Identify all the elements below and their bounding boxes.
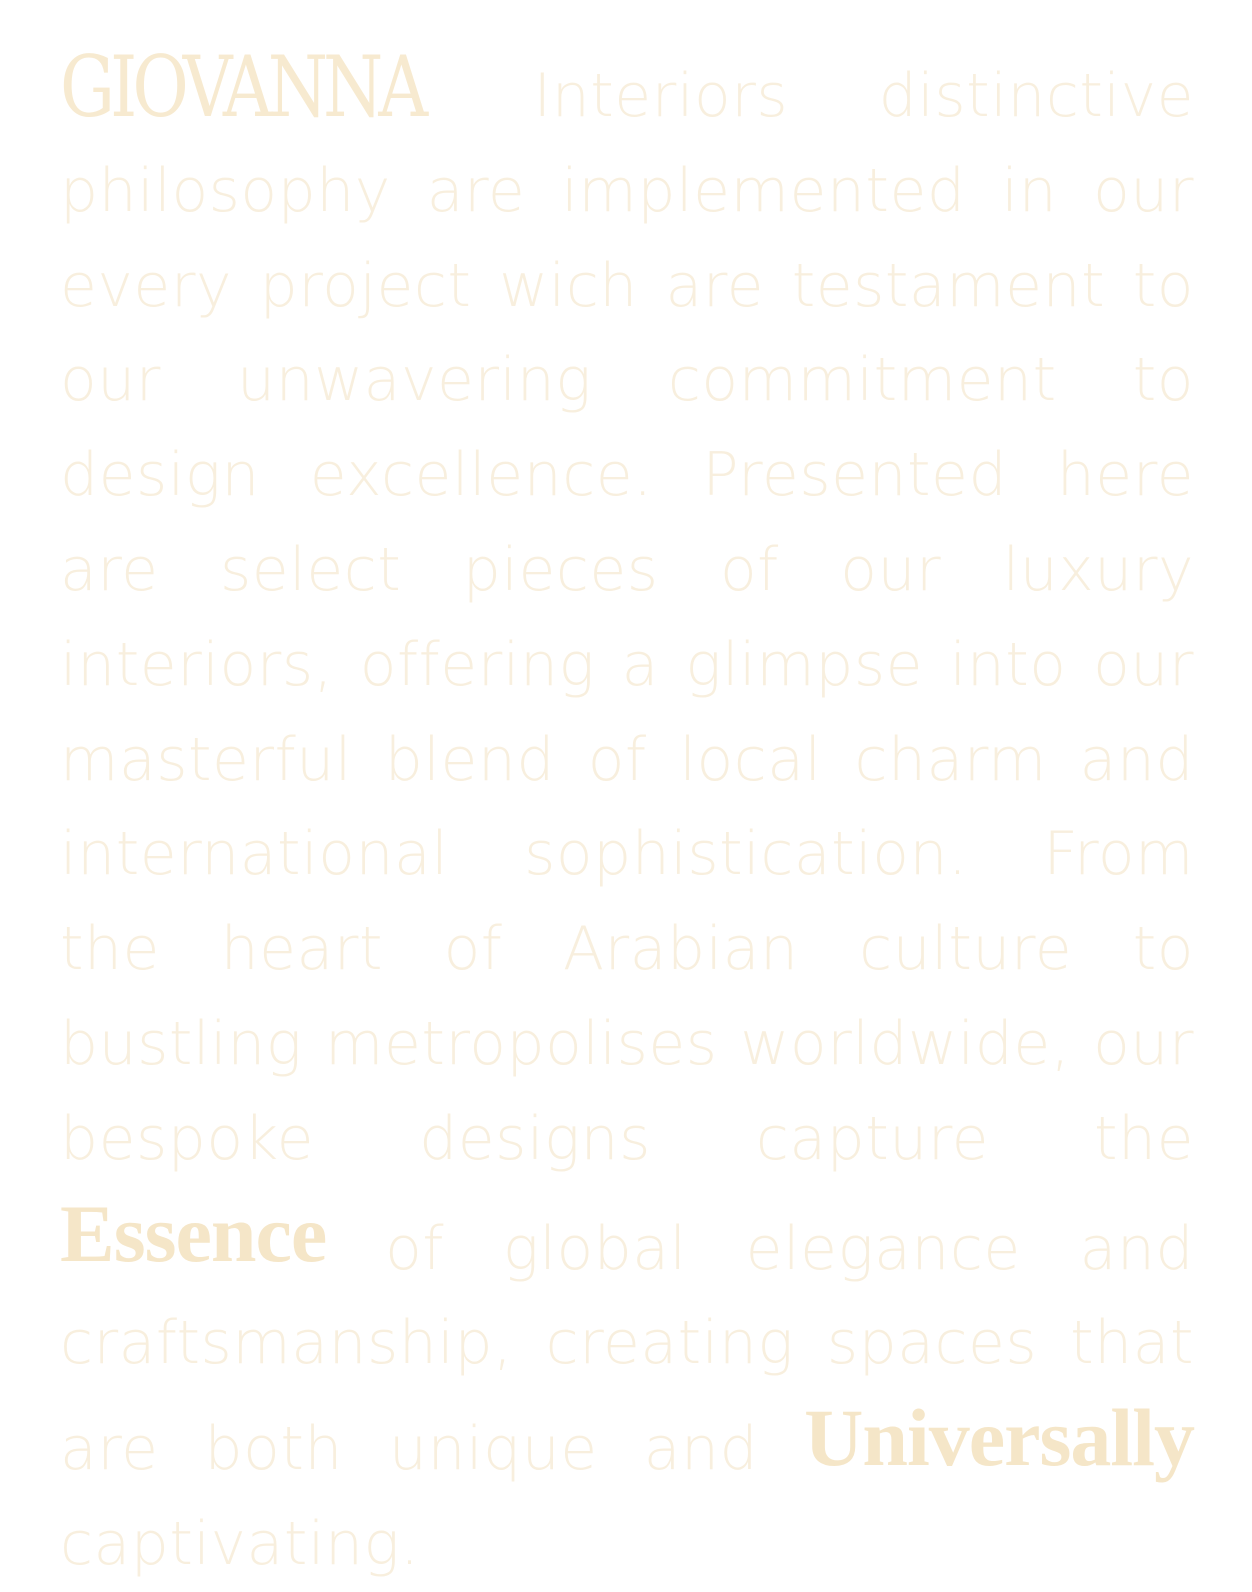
brand-logo: GIOVANNA xyxy=(60,38,424,136)
highlight-word-universally: Universally xyxy=(804,1392,1194,1484)
intro-paragraph xyxy=(60,40,1194,1592)
paragraph-text-part-1: Interiors distinctive philosophy are implemented in our every project wich are testament to our unwavering commitment to design excellence. Presented here are select pieces of our luxury interiors, offering a glimpse into our masterful blend of local charm and international sophistication. From the heart of Arabian culture to bustling metropolises worldwide, our bespoke designs capture the xyxy=(60,61,1194,1174)
paragraph-text-part-2: of global elegance and craftsmanship, creating spaces that are both unique and xyxy=(60,1213,1194,1485)
highlight-word-essence: Essence xyxy=(60,1187,327,1279)
paragraph-text-part-3: captivating. xyxy=(60,1508,420,1579)
